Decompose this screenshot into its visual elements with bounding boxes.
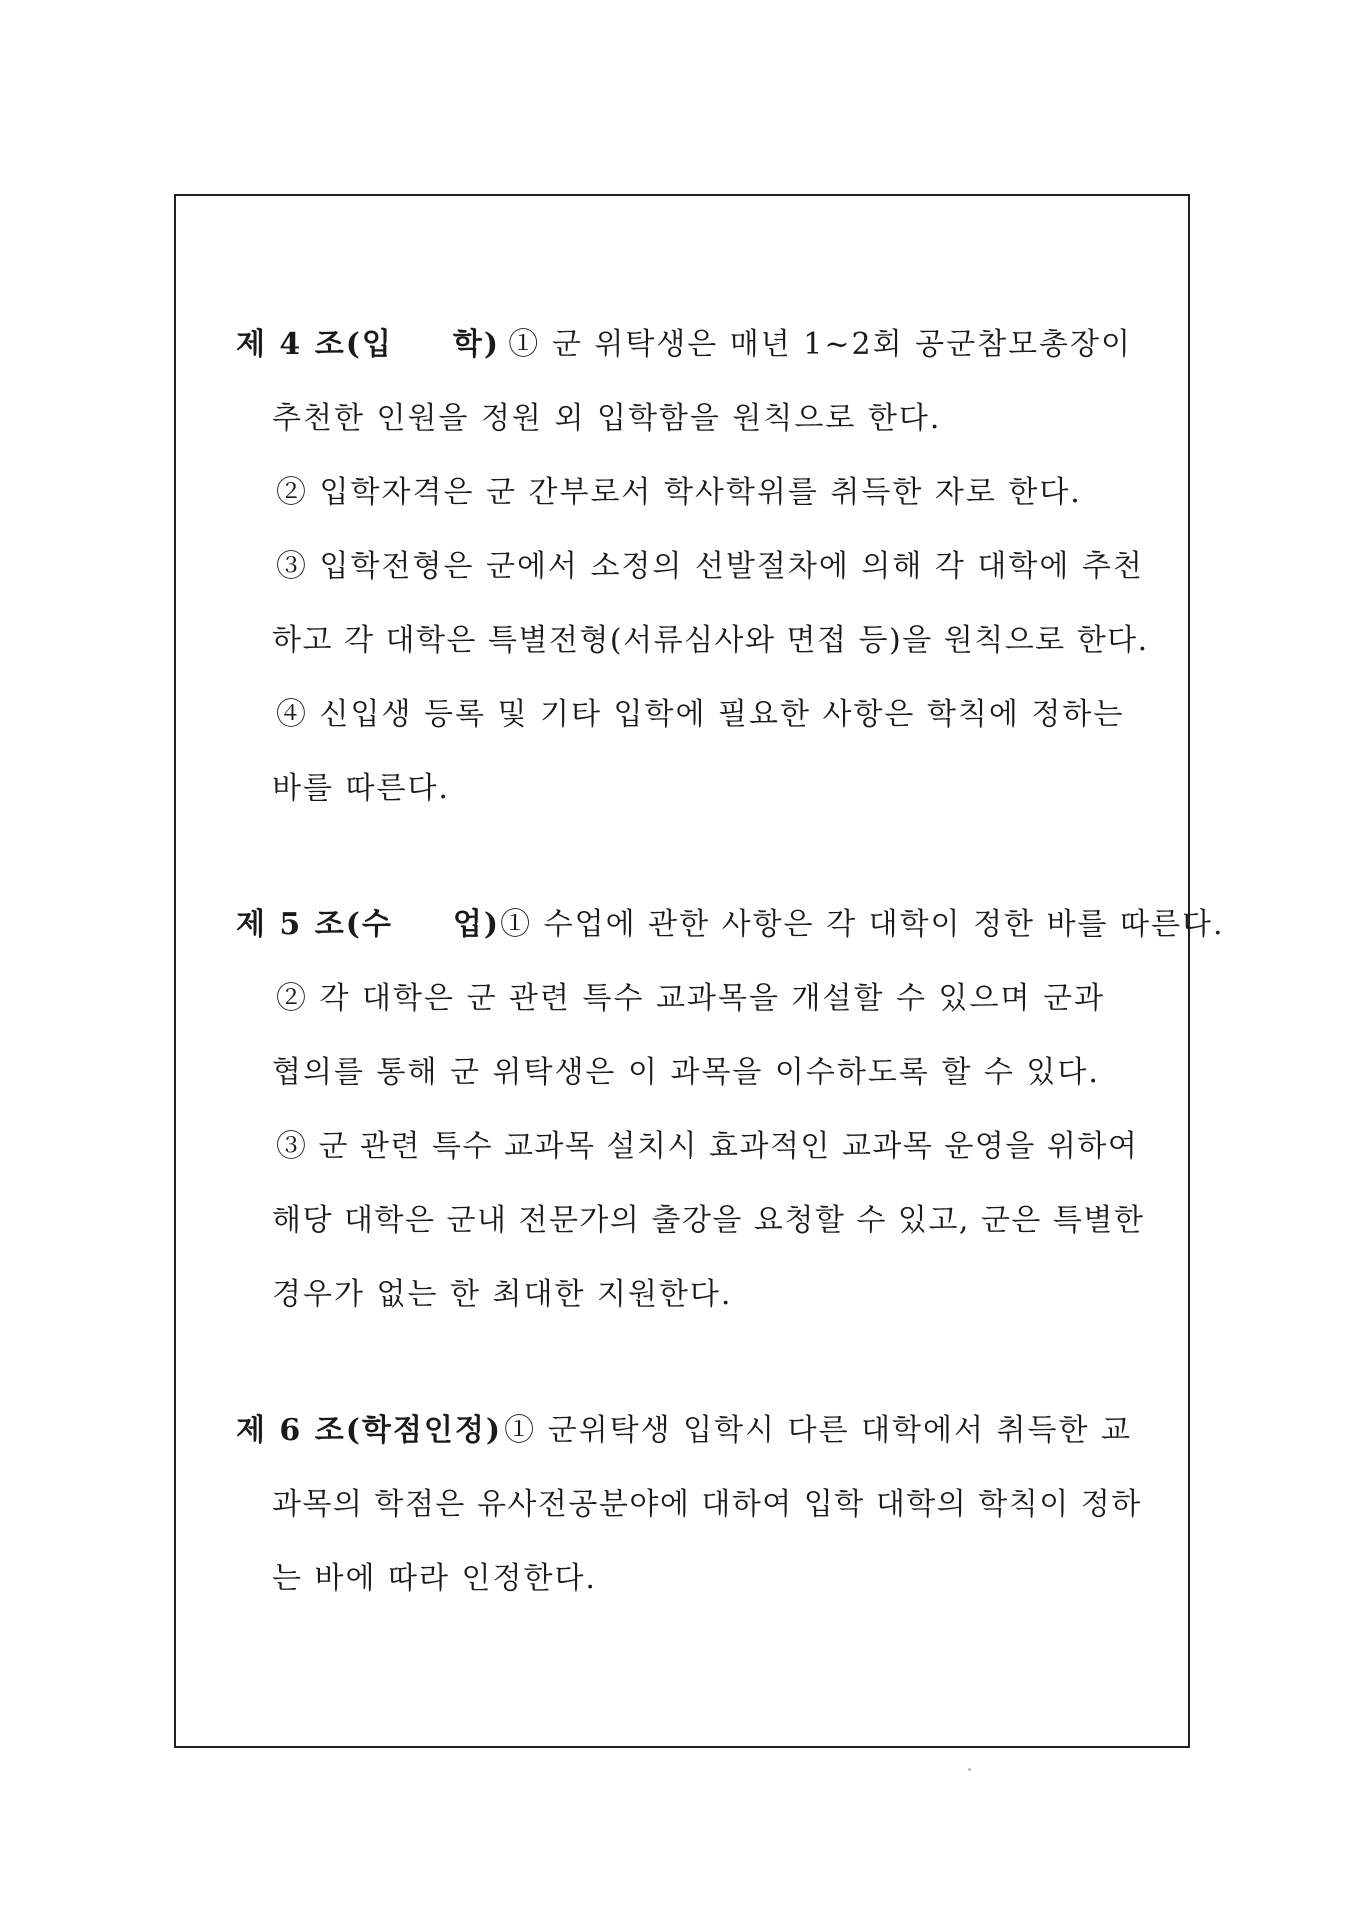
article-5-heading: 제 5 조(수 업) [236,907,501,942]
article-5-text-1: ① 수업에 관한 사항은 각 대학이 정한 바를 따른다. [500,907,1225,942]
article-4-clause-2: ② 입학자격은 군 간부로서 학사학위를 취득한 자로 한다. [276,475,1082,510]
article-5-clause-2-cont: 협의를 통해 군 위탁생은 이 과목을 이수하도록 할 수 있다. [272,1055,1100,1090]
article-6-line-2: 과목의 학점은 유사전공분야에 대하여 입학 대학의 학칙이 정하 [272,1487,1142,1522]
article-5-clause-3-end: 경우가 없는 한 최대한 지원한다. [272,1277,733,1312]
article-6-heading: 제 6 조(학점인정) [236,1413,503,1448]
article-4-clause-3-cont: 하고 각 대학은 특별전형(서류심사와 면접 등)을 원칙으로 한다. [272,623,1149,658]
article-5-line-1 [236,905,1225,945]
article-5-clause-3: ③ 군 관련 특수 교과목 설치시 효과적인 교과목 운영을 위하여 [276,1129,1139,1164]
article-4-clause-4: ④ 신입생 등록 및 기타 입학에 필요한 사항은 학칙에 정하는 [276,697,1125,732]
article-6-line-3: 는 바에 따라 인정한다. [272,1561,597,1596]
article-4-heading: 제 4 조(입 학) [236,327,501,362]
article-6-line-1 [236,1411,1132,1451]
article-4-clause-3: ③ 입학전형은 군에서 소정의 선발절차에 의해 각 대학에 추천 [276,549,1144,584]
article-4-line-1 [236,325,1132,365]
scan-speck [968,1768,971,1771]
article-4-text-1: ① 군 위탁생은 매년 1~2회 공군참모총장이 [508,327,1132,362]
article-4-clause-4-cont: 바를 따른다. [272,771,450,806]
article-6-text-1: ① 군위탁생 입학시 다른 대학에서 취득한 교 [504,1413,1132,1448]
article-5-clause-2: ② 각 대학은 군 관련 특수 교과목을 개설할 수 있으며 군과 [276,981,1105,1016]
article-5-clause-3-cont: 해당 대학은 군내 전문가의 출강을 요청할 수 있고, 군은 특별한 [272,1203,1145,1238]
article-4-line-2: 추천한 인원을 정원 외 입학함을 원칙으로 한다. [272,401,942,436]
